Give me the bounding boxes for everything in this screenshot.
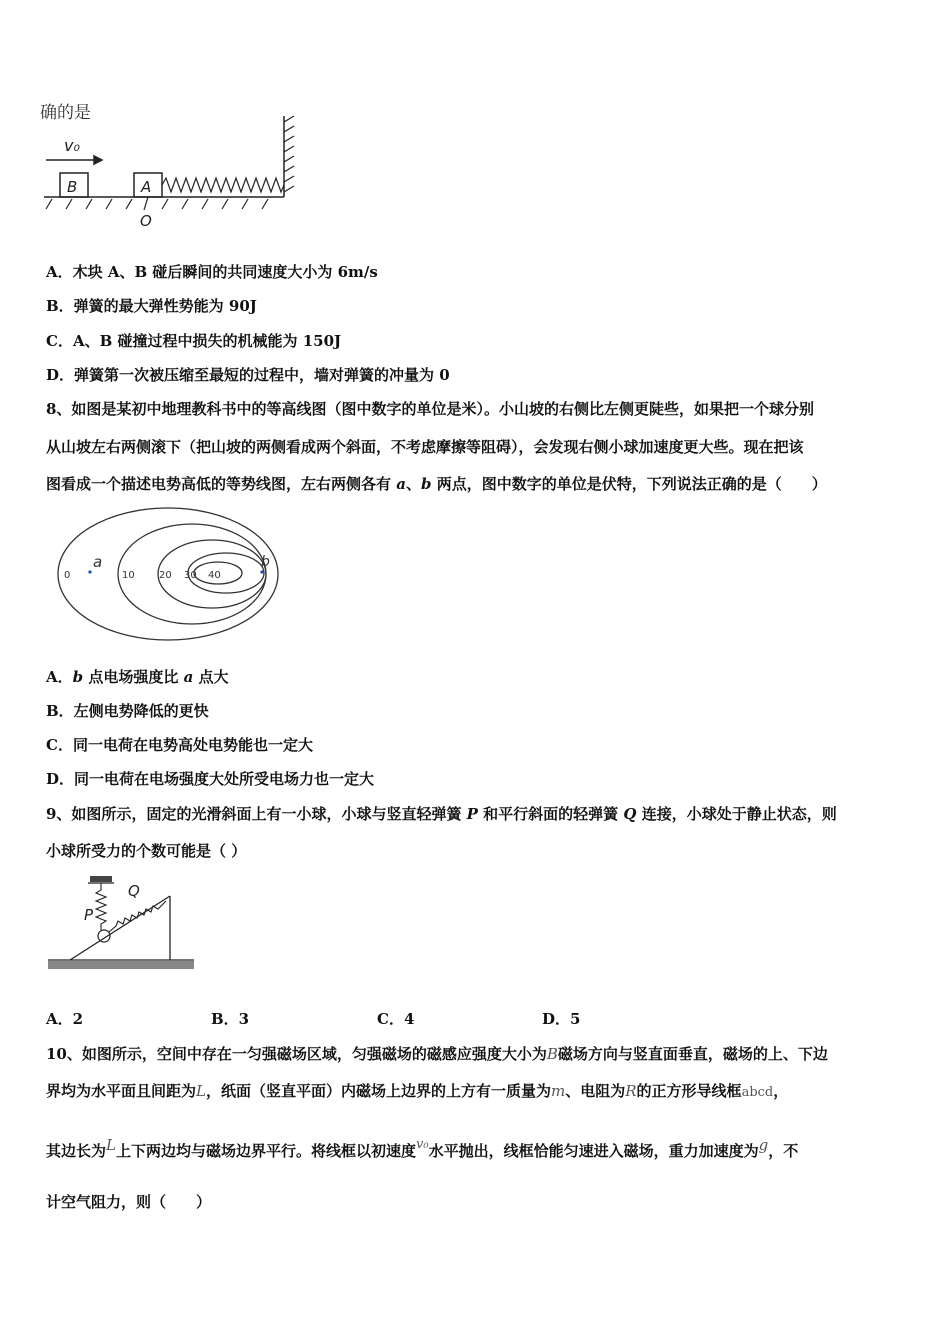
q10-symbol-abcd: abcd bbox=[741, 1085, 774, 1100]
ground-hatch bbox=[48, 961, 194, 969]
q9-incline-figure bbox=[44, 870, 204, 980]
q9-spring-q: Q bbox=[623, 805, 637, 823]
block-a-label: A bbox=[141, 178, 152, 196]
spring bbox=[162, 178, 284, 192]
velocity-label: v₀ bbox=[64, 136, 80, 155]
contour-label-10: 10 bbox=[122, 570, 135, 581]
spring-p bbox=[96, 883, 106, 930]
q10-stem-line3: 其边长为L上下两边均与磁场边界平行。将线框以初速度v₀水平抛出，线框恰能匀速进入磁场，重力加速度为g，不 bbox=[46, 1136, 799, 1160]
q7-option-b: B．弹簧的最大弹性势能为 90J bbox=[46, 297, 257, 315]
velocity-arrow bbox=[46, 156, 102, 164]
q8-stem-line3 bbox=[46, 473, 827, 494]
q8-option-b: B．左侧电势降低的更快 bbox=[46, 702, 209, 720]
q9-stem-line1: 9、如图所示，固定的光滑斜面上有一小球，小球与竖直轻弹簧 P 和平行斜面的轻弹簧 Q 连接，小球处于静止状态，则 bbox=[46, 805, 837, 823]
ground-hatch bbox=[46, 199, 268, 209]
q9-option-b: B．3 bbox=[211, 1010, 250, 1028]
q9-option-a: A．2 bbox=[46, 1010, 84, 1028]
q10-stem-line2: 界均为水平面且间距为L，纸面（竖直平面）内磁场上边界的上方有一质量为m、电阻为R的正方形导线框abcd， bbox=[46, 1082, 789, 1100]
q7-option-a: A．木块 A、B 碰后瞬间的共同速度大小为 6m/s bbox=[46, 263, 378, 281]
point-a-label: a bbox=[93, 553, 103, 571]
q10-symbol-l2: L bbox=[106, 1136, 116, 1154]
q8-line3-pre: 图看成一个描述电势高低的等势线图，左右两侧各有 bbox=[46, 475, 397, 493]
q8-option-c: C．同一电荷在电势高处电势能也一定大 bbox=[46, 736, 313, 754]
q7-figure bbox=[40, 96, 310, 236]
spring-p-label: P bbox=[84, 906, 94, 924]
q10-symbol-v0: v₀ bbox=[416, 1137, 429, 1152]
origin-label: O bbox=[140, 212, 152, 230]
q8-sep: 、 bbox=[405, 475, 421, 493]
point-a-dot bbox=[88, 570, 91, 573]
contour-label-20: 20 bbox=[159, 570, 172, 581]
q7-option-d: D．弹簧第一次被压缩至最短的过程中，墙对弹簧的冲量为 0 bbox=[46, 366, 450, 384]
q10-symbol-b: B bbox=[546, 1045, 558, 1063]
q8-stem-line1: 8、如图是某初中地理教科书中的等高线图（图中数字的单位是米）。小山坡的右侧比左侧更陡些，如果把一个球分别 bbox=[46, 400, 814, 418]
q10-stem-line1: 10、如图所示，空间中存在一匀强磁场区域，匀强磁场的磁感应强度大小为B磁场方向与竖直面垂直，磁场的上、下边 bbox=[46, 1045, 828, 1063]
q8-point-a: a bbox=[396, 475, 406, 493]
contour-label-30: 30 bbox=[184, 570, 197, 581]
point-b-dot bbox=[260, 570, 263, 573]
q10-symbol-g: g bbox=[758, 1136, 769, 1154]
contour-label-0: 0 bbox=[64, 570, 71, 581]
q8-stem-line2: 从山坡左右两侧滚下（把山坡的两侧看成两个斜面，不考虑摩擦等阻碍），会发现右侧小球加速度更大些。现在把该 bbox=[46, 438, 804, 456]
q9-spring-p: P bbox=[466, 805, 478, 823]
spring-q-label: Q bbox=[128, 882, 140, 900]
q9-option-c: C．4 bbox=[377, 1010, 415, 1028]
q9-stem-line2: 小球所受力的个数可能是（ ） bbox=[46, 842, 247, 860]
fig7-caption-fragment: 确的是 bbox=[40, 103, 91, 123]
wall-hatch bbox=[284, 116, 294, 192]
contour-label-40: 40 bbox=[208, 570, 221, 581]
contour-30 bbox=[188, 553, 264, 593]
q8-option-a: A．b 点电场强度比 a 点大 bbox=[46, 668, 229, 686]
q8-contour-figure bbox=[50, 500, 290, 650]
q10-stem-line4: 计空气阻力，则（ ） bbox=[46, 1193, 212, 1211]
block-b-label: B bbox=[67, 178, 78, 196]
q8-line3-post: 两点，图中数字的单位是伏特，下列说法正确的是（ ） bbox=[431, 475, 827, 493]
q10-symbol-r: R bbox=[625, 1082, 637, 1100]
origin-marker bbox=[144, 197, 148, 210]
q10-symbol-l: L bbox=[196, 1082, 206, 1100]
q8-point-b: b bbox=[420, 475, 432, 493]
q9-option-d: D．5 bbox=[542, 1010, 581, 1028]
point-b-label: b bbox=[261, 554, 270, 570]
q10-symbol-m: m bbox=[551, 1082, 566, 1100]
q8-option-d: D．同一电荷在电场强度大处所受电场力也一定大 bbox=[46, 770, 375, 788]
q7-option-c: C．A、B 碰撞过程中损失的机械能为 150J bbox=[46, 332, 342, 350]
ceiling-mount bbox=[90, 876, 112, 882]
